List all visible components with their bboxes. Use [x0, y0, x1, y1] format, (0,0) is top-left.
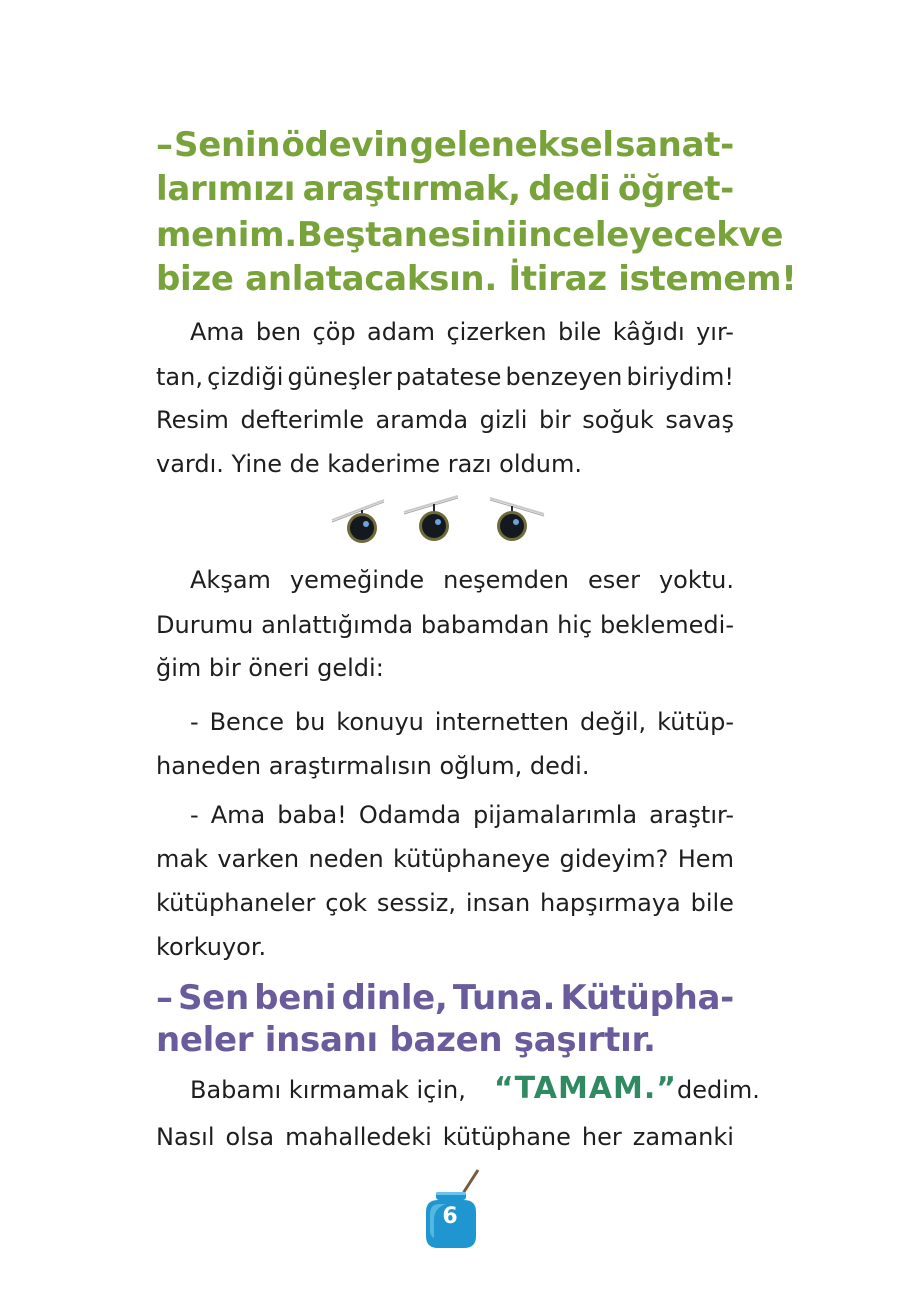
word: gizli — [479, 406, 528, 434]
body-line: vardı. Yine de kaderime razı oldum. — [156, 450, 582, 478]
word: mak — [156, 845, 208, 873]
body-line: korkuyor. — [156, 933, 267, 961]
word: menim. — [156, 215, 297, 255]
eye-ornament — [332, 500, 384, 543]
word: ödevin — [281, 125, 409, 165]
body-line — [156, 1071, 760, 1106]
word: kütüp- — [657, 708, 734, 736]
word: kütüphaneler — [156, 889, 316, 917]
word: ben — [255, 318, 302, 346]
word: Tuna. — [452, 978, 556, 1018]
heading-line: bize anlatacaksın. İtiraz istemem! — [156, 259, 797, 299]
word: anlattığımda — [261, 611, 414, 639]
word: baba! — [277, 801, 347, 829]
page-number: 6 — [442, 1204, 458, 1229]
body-line — [156, 886, 734, 920]
word: aramda — [375, 406, 469, 434]
word: internetten — [434, 708, 570, 736]
word: Senin — [174, 125, 281, 165]
word: dinle, — [341, 978, 448, 1018]
word: savaş — [665, 406, 734, 434]
word: Ama — [190, 318, 245, 346]
word: Bence — [209, 708, 284, 736]
word: beklemedi- — [599, 611, 734, 639]
word: çöp — [312, 318, 356, 346]
body-line — [156, 1120, 734, 1154]
word: çok — [325, 889, 368, 917]
word: her — [581, 1123, 622, 1151]
word: Hem — [677, 845, 734, 873]
tamam-word: “TAMAM.” — [493, 1071, 677, 1106]
body-line — [156, 360, 734, 394]
body-line — [156, 842, 734, 876]
heading-line — [156, 213, 784, 257]
word: kütüphane — [442, 1123, 571, 1151]
word: Odamda — [358, 801, 461, 829]
word: babamdan — [420, 611, 550, 639]
word: çizerken — [446, 318, 547, 346]
word: ve — [738, 215, 784, 255]
word: öğret- — [617, 169, 734, 209]
body-text: dedim. — [676, 1076, 760, 1104]
word: Resim — [156, 406, 229, 434]
word: inceleyecek — [517, 215, 739, 255]
word: yoktu. — [658, 566, 734, 594]
word: varken — [217, 845, 300, 873]
word: larımızı — [156, 169, 296, 209]
word: insan — [465, 889, 531, 917]
word: değil, — [579, 708, 647, 736]
word: olsa — [225, 1123, 275, 1151]
body-line — [156, 705, 734, 739]
word: - — [190, 708, 199, 736]
word: sanat- — [615, 125, 734, 165]
word: eser — [588, 566, 640, 594]
word: biriydim! — [626, 363, 734, 391]
page-number-badge — [420, 1168, 482, 1254]
body-line — [156, 563, 734, 597]
word: güneşler — [287, 363, 392, 391]
word: Sen — [178, 978, 249, 1018]
word: soğuk — [582, 406, 654, 434]
word: yemeğinde — [289, 566, 425, 594]
heading-line — [156, 123, 734, 167]
book-page — [156, 0, 797, 1300]
eye-ornament — [404, 496, 458, 541]
eye-ornament-icon — [330, 492, 550, 554]
word: Ama — [210, 801, 266, 829]
heading-line — [156, 167, 734, 211]
word: beni — [254, 978, 337, 1018]
word: neşemden — [443, 566, 570, 594]
word: konuyu — [336, 708, 424, 736]
word: araştırmak, — [302, 169, 521, 209]
word: Kütüpha- — [560, 978, 734, 1018]
word: bile — [690, 889, 734, 917]
word: Durumu — [156, 611, 254, 639]
word: geleneksel — [409, 125, 614, 165]
word: hapşırmaya — [540, 889, 681, 917]
body-line — [156, 798, 734, 832]
word: benzeyen — [505, 363, 623, 391]
heading-line: neler insanı bazen şaşırtır. — [156, 1020, 656, 1060]
word: dedi — [528, 169, 611, 209]
word: çizdiği — [207, 363, 284, 391]
body-line: haneden araştırmalısın oğlum, dedi. — [156, 752, 590, 780]
word: Nasıl — [156, 1123, 215, 1151]
word: Beş — [296, 215, 366, 255]
word: zamanki — [632, 1123, 734, 1151]
body-line: ğim bir öneri geldi: — [156, 654, 384, 682]
word: kâğıdı — [612, 318, 685, 346]
body-line — [156, 403, 734, 437]
word: sessiz, — [376, 889, 457, 917]
body-text: Babamı kırmamak için, — [190, 1076, 466, 1104]
word: araştır- — [649, 801, 734, 829]
word: tan, — [156, 363, 203, 391]
body-line — [156, 608, 734, 642]
word: defterimle — [240, 406, 364, 434]
word: bir — [539, 406, 571, 434]
word: pijamalarımla — [473, 801, 638, 829]
eye-ornament — [490, 498, 544, 541]
word: tanesini — [365, 215, 518, 255]
word: bile — [557, 318, 602, 346]
word: kütüphaneye — [393, 845, 551, 873]
body-line — [156, 315, 734, 349]
word: – — [156, 978, 173, 1018]
word: yır- — [696, 318, 734, 346]
word: neden — [308, 845, 384, 873]
word: gideyim? — [559, 845, 669, 873]
word: bu — [294, 708, 326, 736]
heading-line — [156, 976, 734, 1020]
word: – — [156, 125, 173, 165]
word: Akşam — [190, 566, 271, 594]
word: adam — [367, 318, 436, 346]
word: mahalledeki — [285, 1123, 432, 1151]
word: - — [190, 801, 199, 829]
word: hiç — [557, 611, 593, 639]
word: patatese — [395, 363, 502, 391]
